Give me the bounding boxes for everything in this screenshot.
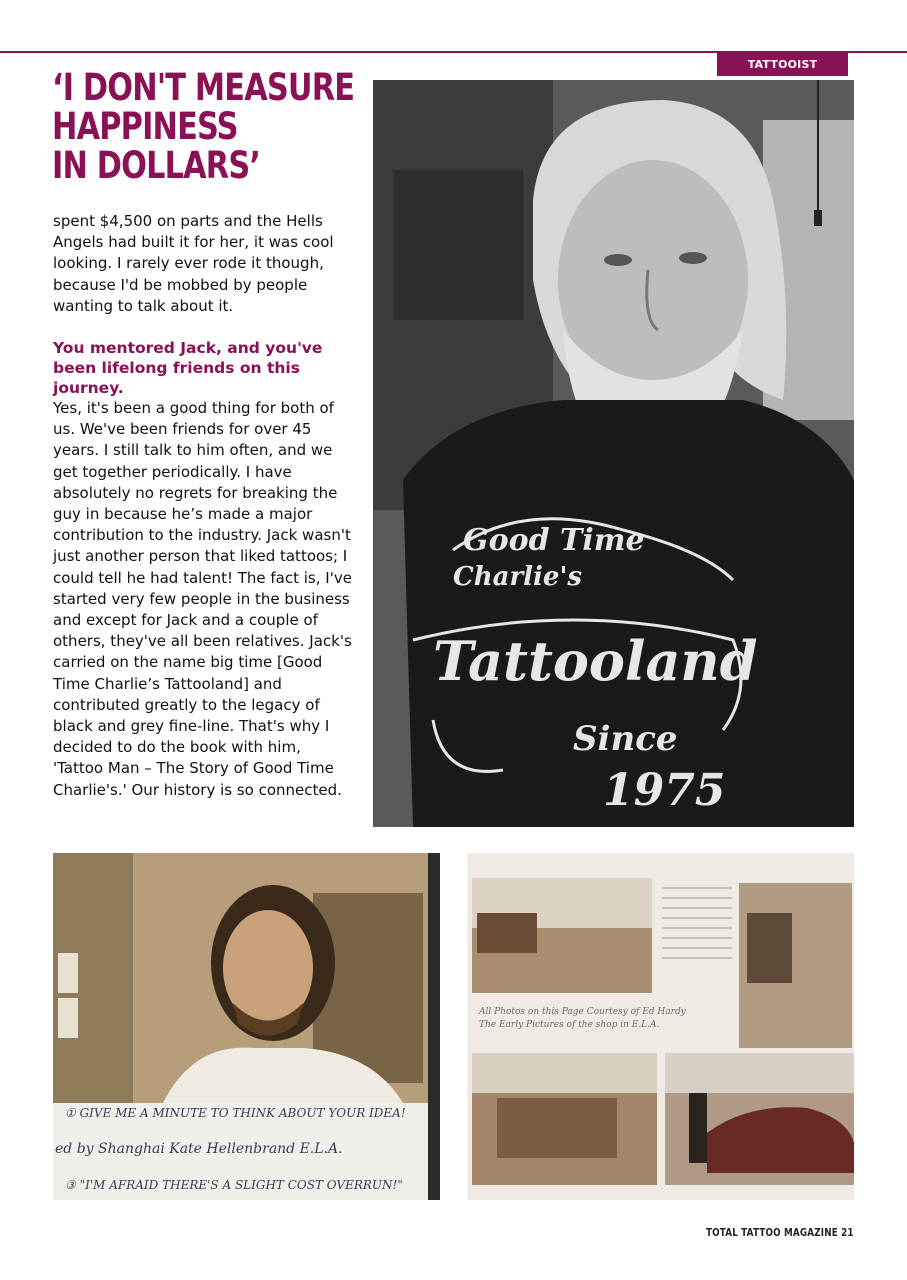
body-paragraph: spent $4,500 on parts and the Hells Angels had built it for her, it was cool looking. I rarely ever rode it though, because I'd be mobbed by people wanting to talk about it. [53, 212, 334, 315]
headline-line-3: IN DOLLARS’ [52, 144, 261, 187]
album-note-2: The Early Pictures of the shop in E.L.A. [479, 1020, 660, 1030]
shirt-text-3: Tattooland [433, 629, 758, 693]
body-paragraph: Yes, it's been a good thing for both of us. We've been friends for over 45 years. I still talk to him often, and we get together periodically. I have absolutely no regrets for breaking the guy in because he’s made a major contribution to the industry. Jack wasn't just another person that liked tattoos; I could tell he had talent! The fact is, I've started very few people in the business and except for Jack and a couple of others, they've all been relatives. Jack's carried on the name big time [Good Time Charlie’s Tattooland] and contributed greatly to the legacy of black and grey fine-line. That's why I decided to do the book with him, 'Tattoo Man – The Story of Good Time Charlie's.' Our history is so connected. [53, 399, 352, 799]
shirt-text-2: Charlie's [453, 562, 583, 592]
caption-line-2: ed by Shanghai Kate Hellenbrand E.L.A. [55, 1141, 343, 1157]
portrait-photo [373, 80, 854, 827]
body-column [53, 211, 353, 801]
shirt-text-5: 1975 [603, 765, 726, 816]
interview-question: You mentored Jack, and you've been lifelong friends on this journey. [53, 339, 323, 398]
caption-line-3: ③ "I'M AFRAID THERE'S A SLIGHT COST OVERRUN!" [65, 1178, 403, 1192]
headline-line-1: ‘I DON'T MEASURE [52, 66, 355, 109]
caption-line-1: ① GIVE ME A MINUTE TO THINK ABOUT YOUR IDEA! [65, 1106, 406, 1120]
headline [52, 66, 355, 187]
shirt-text-4: Since [573, 719, 678, 759]
headline-line-2: HAPPINESS [52, 105, 238, 148]
album-note-1: All Photos on this Page Courtesy of Ed Hardy [479, 1007, 686, 1017]
book-page-photo [53, 853, 440, 1200]
shirt-text-1: Good Time [463, 523, 645, 558]
portrait-illustration [373, 80, 854, 827]
section-tag: TATTOOIST [717, 53, 848, 76]
page-footer: TOTAL TATTOO MAGAZINE 21 [706, 1226, 854, 1239]
album-page-photo [467, 853, 854, 1200]
